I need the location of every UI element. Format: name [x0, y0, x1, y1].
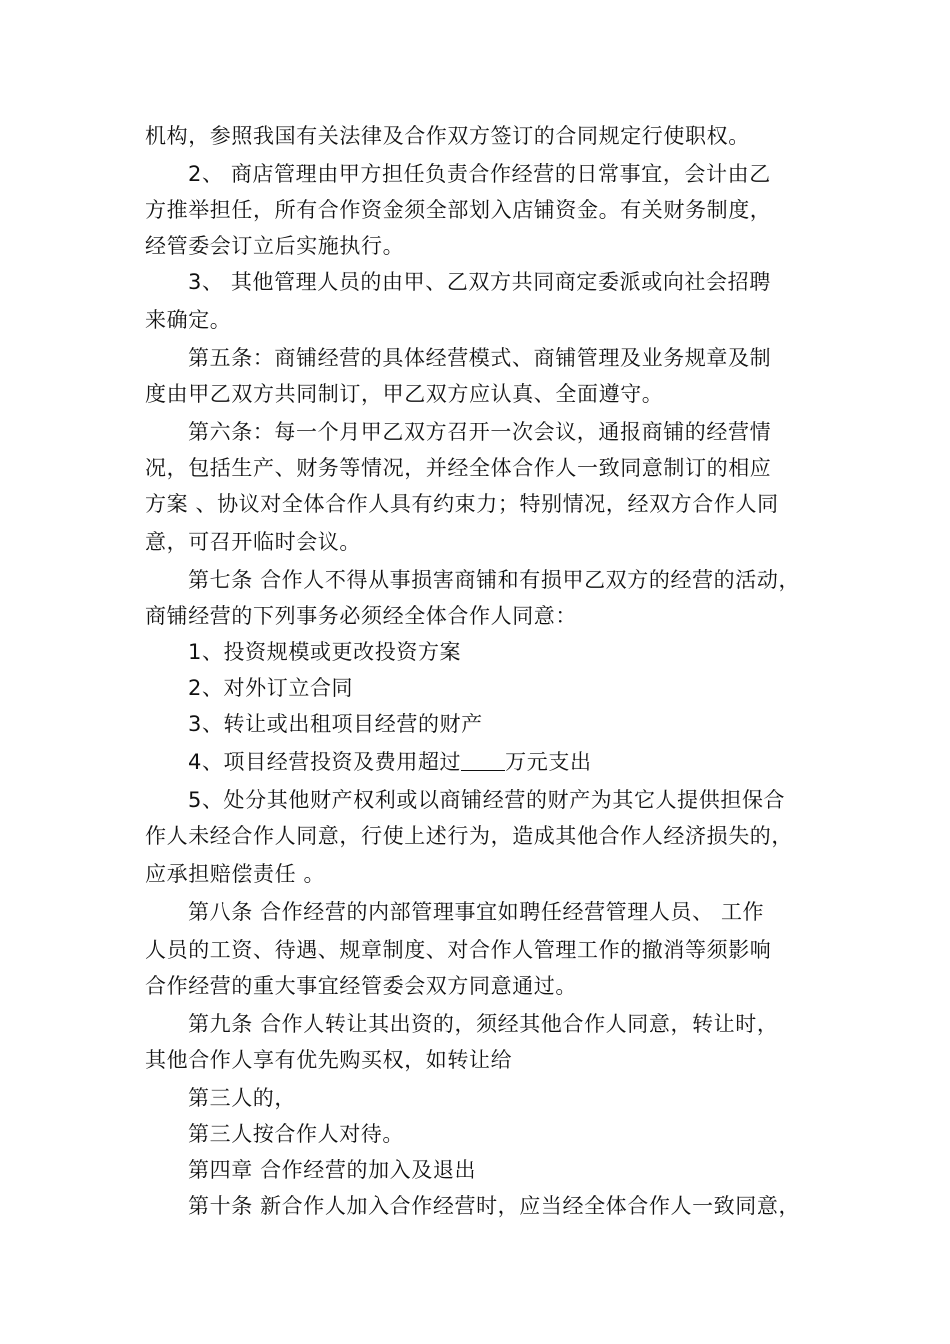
text-line: 况，包括生产、财务等情况，并经全体合作人一致同意制订的相应: [145, 456, 772, 480]
text-line: 第五条：商铺经营的具体经营模式、商铺管理及业务规章及制: [188, 346, 772, 370]
text-line: 2、 商店管理由甲方担任负责合作经营的日常事宜，会计由乙: [188, 162, 771, 186]
fill-in-blank: [461, 752, 505, 771]
list-item-text: 4、项目经营投资及费用超过: [188, 750, 462, 774]
text-line: 方推举担任，所有合作资金须全部划入店铺资金。有关财务制度，: [145, 198, 772, 222]
text-line: 方案 、协议对全体合作人具有约束力；特别情况，经双方合作人同: [145, 492, 779, 516]
text-line: 意，可召开临时会议。: [145, 530, 361, 554]
text-line: 商铺经营的下列事务必须经全体合作人同意：: [145, 604, 577, 628]
list-item: 2、对外订立合同: [188, 676, 354, 700]
text-line: 3、 其他管理人员的由甲、乙双方共同商定委派或向社会招聘: [188, 270, 771, 294]
text-line: 度由甲乙双方共同制订，甲乙双方应认真、全面遵守。: [145, 382, 664, 406]
list-item: 5、处分其他财产权利或以商铺经营的财产为其它人提供担保合: [188, 788, 786, 812]
text-line: 第六条：每一个月甲乙双方召开一次会议，通报商铺的经营情: [188, 420, 772, 444]
text-line: 第八条 合作经营的内部管理事宜如聘任经营管理人员、 工作: [188, 900, 765, 924]
text-line: 来确定。: [145, 308, 232, 332]
text-line: 合作经营的重大事宜经管委会双方同意通过。: [145, 974, 577, 998]
text-line: 机构，参照我国有关法律及合作双方签订的合同规定行使职权。: [145, 124, 750, 148]
list-item: 3、转让或出租项目经营的财产: [188, 712, 483, 736]
text-line: 第十条 新合作人加入合作经营时，应当经全体合作人一致同意，: [188, 1194, 801, 1218]
text-line: 应承担赔偿责任 。: [145, 862, 326, 886]
text-line: 第九条 合作人转让其出资的，须经其他合作人同意，转让时，: [188, 1012, 779, 1036]
text-line: 第七条 合作人不得从事损害商铺和有损甲乙双方的经营的活动，: [188, 568, 801, 592]
text-line: 第三人按合作人对待。: [188, 1122, 404, 1146]
list-item-text-suffix: 万元支出: [505, 750, 592, 774]
text-line: 作人未经合作人同意，行使上述行为，造成其他合作人经济损失的，: [145, 824, 793, 848]
text-line: 其他合作人享有优先购买权，如转让给: [145, 1048, 513, 1072]
chapter-heading: 第四章 合作经营的加入及退出: [188, 1158, 477, 1182]
text-line: 第三人的，: [188, 1086, 296, 1110]
list-item: 1、投资规模或更改投资方案: [188, 640, 462, 664]
text-line: 人员的工资、待遇、规章制度、对合作人管理工作的撤消等须影响: [145, 938, 772, 962]
text-line: 经管委会订立后实施执行。: [145, 234, 405, 258]
list-item-with-blank: [188, 748, 592, 776]
